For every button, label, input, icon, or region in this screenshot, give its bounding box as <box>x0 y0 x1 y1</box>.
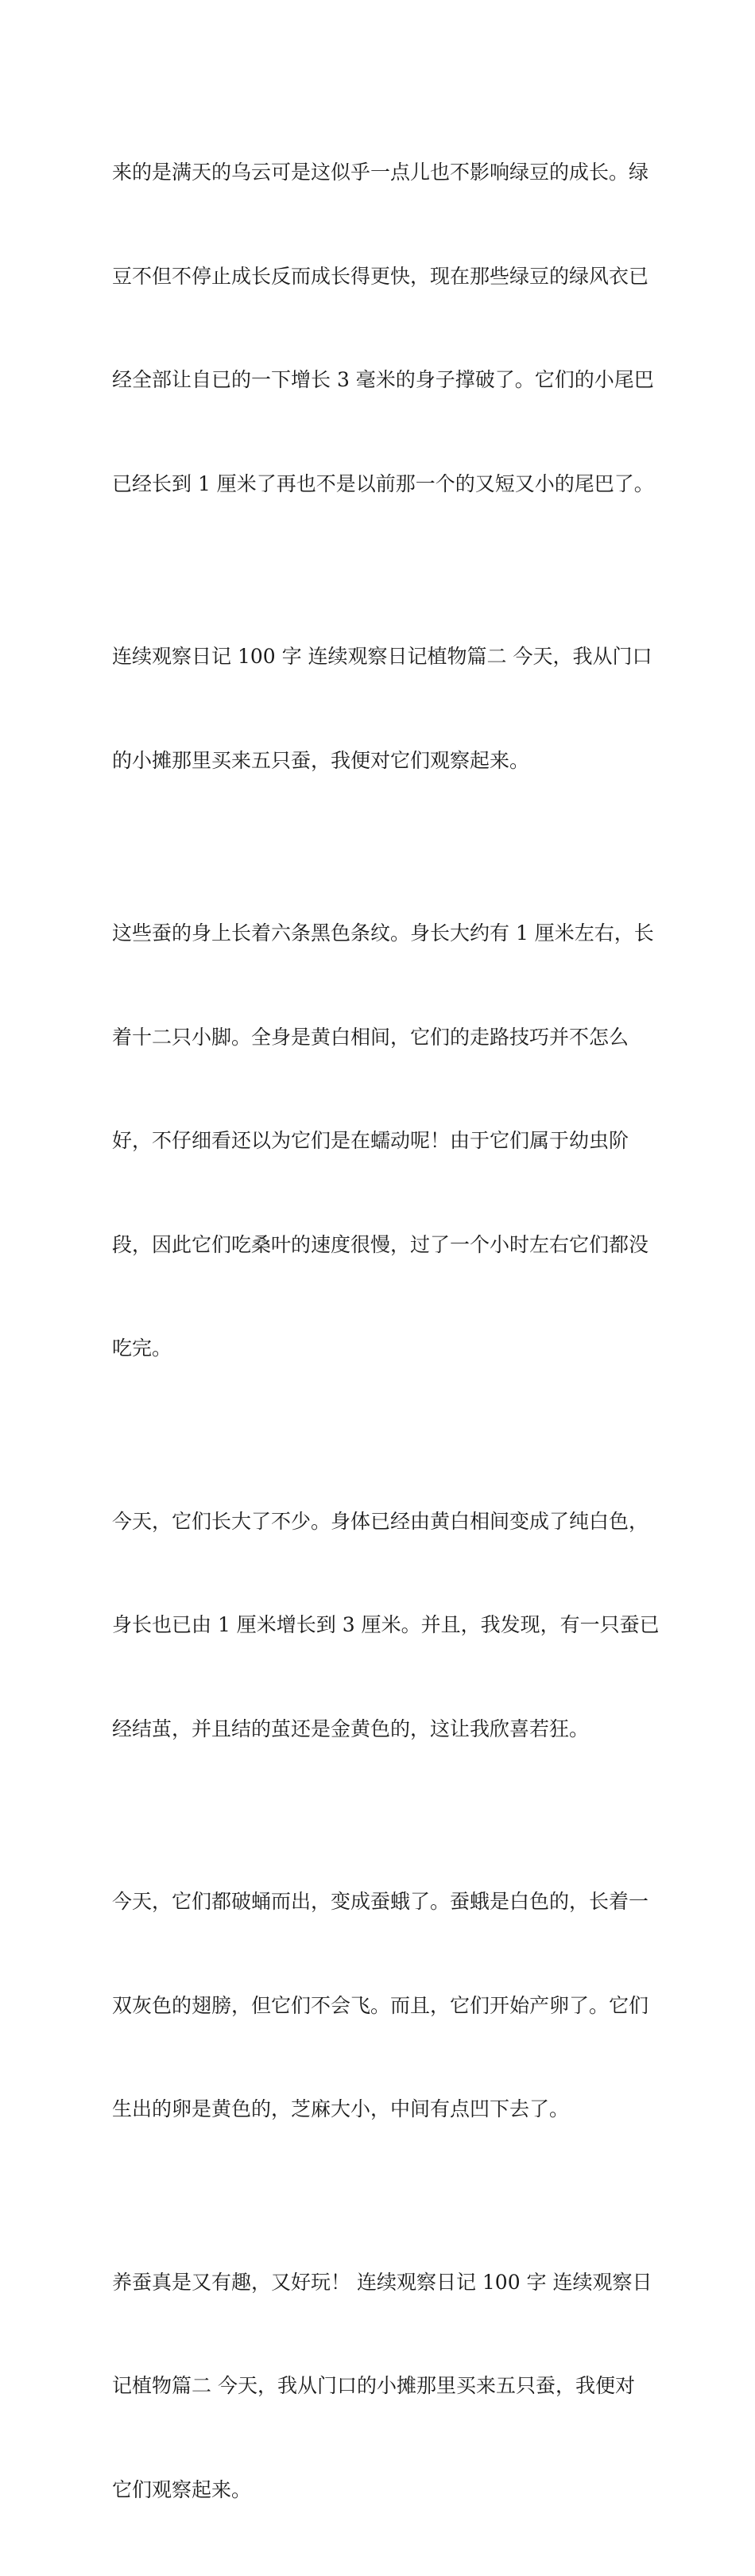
text-line: 段，因此它们吃桑叶的速度很慢，过了一个小时左右它们都没 <box>112 1228 652 1263</box>
text-line: 豆不但不停止成长反而成长得更快，现在那些绿豆的绿风衣已 <box>112 259 652 294</box>
paragraph-3 <box>112 847 652 1435</box>
text-line: 它们观察起来。 <box>112 2473 652 2508</box>
text-line: 着十二只小脚。全身是黄白相间，它们的走路技巧并不怎么 <box>112 1020 652 1055</box>
document-body <box>112 86 652 2576</box>
text-line: 今天，它们长大了不少。身体已经由黄白相间变成了纯白色， <box>112 1504 652 1539</box>
text-line: 的小摊那里买来五只蚕，我便对它们观察起来。 <box>112 743 652 778</box>
text-line: 已经长到 1 厘米了再也不是以前那一个的又短又小的尾巴了。 <box>112 467 652 502</box>
text-line: 经全部让自已的一下增长 3 毫米的身子撑破了。它们的小尾巴 <box>112 363 652 398</box>
text-line: 好，不仔细看还以为它们是在蠕动呢！由于它们属于幼虫阶 <box>112 1123 652 1158</box>
text-line: 养蚕真是又有趣，又好玩！ 连续观察日记 100 字 连续观察日 <box>112 2265 652 2300</box>
text-line: 生出的卵是黄色的，芝麻大小，中间有点凹下去了。 <box>112 2092 652 2127</box>
paragraph-6 <box>112 2196 652 2576</box>
text-line: 双灰色的翅膀，但它们不会飞。而且，它们开始产卵了。它们 <box>112 1988 652 2023</box>
paragraph-2 <box>112 570 652 847</box>
paragraph-4 <box>112 1435 652 1816</box>
text-line: 这些蚕的身上长着六条黑色条纹。身长大约有 1 厘米左右，长 <box>112 916 652 951</box>
text-line: 身长也已由 1 厘米增长到 3 厘米。并且，我发现，有一只蚕已 <box>112 1608 652 1643</box>
text-line: 连续观察日记 100 字 连续观察日记植物篇二 今天，我从门口 <box>112 639 652 674</box>
text-line: 今天，它们都破蛹而出，变成蚕蛾了。蚕蛾是白色的，长着一 <box>112 1884 652 1919</box>
paragraph-5 <box>112 1815 652 2196</box>
text-line: 记植物篇二 今天，我从门口的小摊那里买来五只蚕，我便对 <box>112 2368 652 2403</box>
paragraph-1 <box>112 86 652 570</box>
text-line: 经结茧，并且结的茧还是金黄色的，这让我欣喜若狂。 <box>112 1712 652 1747</box>
text-line: 吃完。 <box>112 1331 652 1366</box>
text-line: 来的是满天的乌云可是这似乎一点儿也不影响绿豆的成长。绿 <box>112 155 652 190</box>
document-page <box>0 0 755 977</box>
